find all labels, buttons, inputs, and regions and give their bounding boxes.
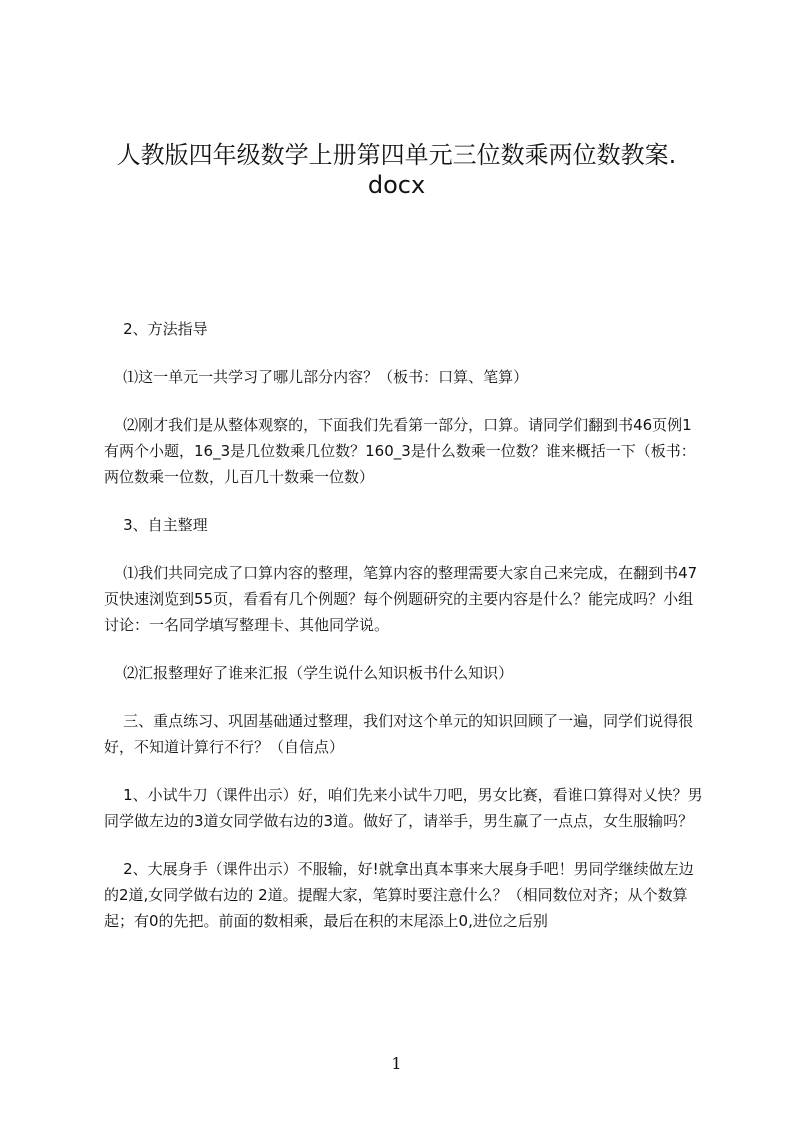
paragraph-small-test: 1、小试牛刀（课件出示）好，咱们先来小试牛刀吧，男女比赛，看谁口算得对乂快？男同学做左边的3道女同学做右边的3道。做好了，请举手，男生赢了一点点，女生服输吗？ <box>104 786 703 830</box>
title-line-2: docx <box>367 171 426 199</box>
paragraph-self-organize: 3、自主整理 <box>104 516 208 534</box>
paragraph-show-skills: 2、大展身手（课件出示）不服输，好!就拿出真本事来大展身手吧！男同学继续做左边的2道,女同学做右边的 2道。提醒大家，笔算时要注意什么？（相同数位对齐；从个数算起；有0的先把。前面的数相乘，最后在积的末尾添上0,进位之后别 <box>104 860 694 930</box>
title-line-1: 人教版四年级数学上册第四单元三位数乘两位数教案. <box>116 141 677 169</box>
paragraph-key-practice: 三、重点练习、巩固基础通过整理，我们对这个单元的知识回顾了一遍，同学们说得很好，不知道计算行不行？（自信点） <box>104 712 694 756</box>
paragraph-review-question: ⑴这一单元一共学习了哪儿部分内容？（板书：口算、笔算） <box>104 368 529 386</box>
document-body <box>104 316 704 956</box>
paragraph-written-calculation: ⑴我们共同完成了口算内容的整理，笔算内容的整理需要大家自己来完成，在翻到书47页快速浏览到55页，看看有几个例题？每个例题研究的主要内容是什么？能完成吗？小组讨论：一名同学填写整理卡、其他同学说。 <box>104 564 698 634</box>
paragraph-method-guide: 2、方法指导 <box>104 320 208 338</box>
page-number: 1 <box>391 1054 402 1073</box>
paragraph-report: ⑵汇报整理好了谁来汇报（学生说什么知识板书什么知识） <box>104 664 514 682</box>
paragraph-oral-calculation: ⑵刚才我们是从整体观察的，下面我们先看第一部分，口算。请同学们翻到书46页例1有两个小题，16_3是几位数乘几位数？160_3是什么数乘一位数？谁来概括一下（板书：两位数乘一位数，儿百几十数乘一位数） <box>104 416 696 486</box>
document-title <box>0 140 793 200</box>
